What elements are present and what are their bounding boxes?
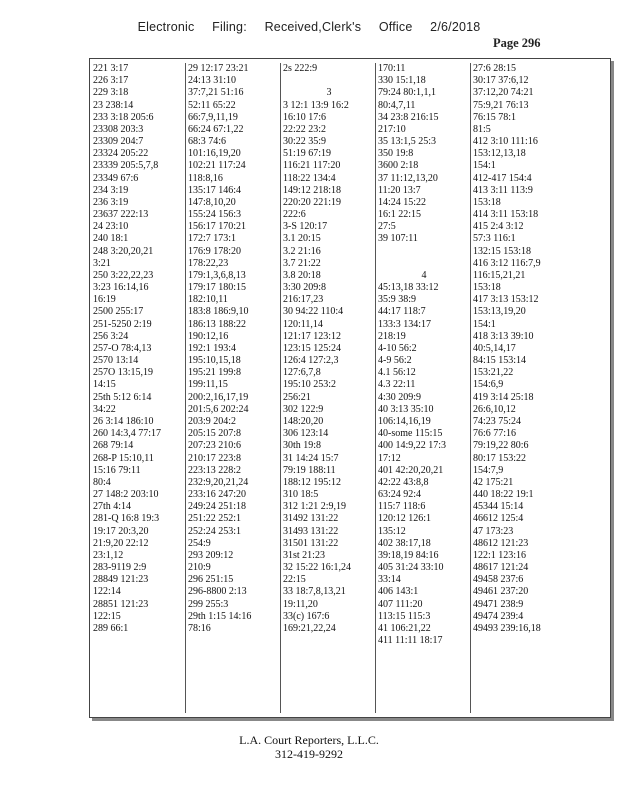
index-entry: 15:16 79:11 — [93, 464, 141, 476]
index-entry: 249:24 251:18 — [188, 501, 247, 513]
index-entry: 40-some 115:15 — [378, 428, 443, 440]
index-entry: 23339 205:5,7,8 — [93, 160, 159, 172]
index-entry: 182:10,11 — [188, 294, 228, 306]
index-entry: 283-9119 2:9 — [93, 562, 147, 574]
index-entry: 52:11 65:22 — [188, 99, 236, 111]
index-entry: 75:9,21 76:13 — [473, 99, 529, 111]
page-number: Page 296 — [493, 36, 541, 50]
index-column-4 — [378, 63, 471, 713]
index-entry: 405 31:24 33:10 — [378, 562, 444, 574]
index-entry: 41 106:21,22 — [378, 622, 431, 634]
index-entry: 29 12:17 23:21 — [188, 63, 249, 74]
index-entry: 39 107:11 — [378, 233, 418, 245]
index-entry: 188:12 195:12 — [283, 476, 342, 488]
index-entry: 121:17 123:12 — [283, 330, 342, 342]
index-entry: 154:1 — [473, 318, 496, 330]
index-entry: 414 3:11 153:18 — [473, 209, 539, 221]
index-entry: 101:16,19,20 — [188, 148, 241, 160]
index-entry: 205:15 207:8 — [188, 428, 242, 440]
index-entry: 299 255:3 — [188, 598, 229, 610]
index-entry: 186:13 188:22 — [188, 318, 247, 330]
index-entry: 417 3:13 153:12 — [473, 294, 539, 306]
index-entry: 3.7 21:22 — [283, 257, 321, 269]
index-entry: 22:15 — [283, 574, 306, 586]
index-entry: 45:13,18 33:12 — [378, 282, 439, 294]
index-entry: 406 143:1 — [378, 586, 419, 598]
index-entry: 63:24 92:4 — [378, 489, 422, 501]
index-entry: 126:4 127:2,3 — [283, 355, 339, 367]
index-entry: 411 11:11 18:17 — [378, 635, 443, 647]
index-entry: 26:6,10,12 — [473, 403, 516, 415]
index-entry: 306 123:14 — [283, 428, 329, 440]
index-entry: 27th 4:14 — [93, 501, 132, 513]
index-entry: 200:2,16,17,19 — [188, 391, 249, 403]
index-entry: 37:7,21 51:16 — [188, 87, 244, 99]
index-entry — [378, 258, 470, 270]
index-entry: 23324 205:22 — [93, 148, 149, 160]
index-entry: 28851 121:23 — [93, 598, 149, 610]
index-entry: 135:12 — [378, 525, 406, 537]
index-entry: 22:22 23:2 — [283, 123, 327, 135]
index-entry: 11:20 13:7 — [378, 184, 421, 196]
index-entry: 19:11,20 — [283, 598, 318, 610]
index-entry: 66:24 67:1,22 — [188, 123, 244, 135]
index-entry: 199:11,15 — [188, 379, 228, 391]
index-entry: 35 13:1,5 25:3 — [378, 136, 437, 148]
index-entry: 251-5250 2:19 — [93, 318, 152, 330]
index-entry: 216:17,23 — [283, 294, 324, 306]
index-entry: 19:17 20:3,20 — [93, 525, 149, 537]
index-entry: 250 3:22,22,23 — [93, 269, 154, 281]
index-entry: 23309 204:7 — [93, 136, 144, 148]
index-entry: 3-S 120:17 — [283, 221, 328, 233]
index-entry: 4-9 56:2 — [378, 355, 412, 367]
index-entry: 233 3:18 205:6 — [93, 111, 154, 123]
index-entry: 28849 121:23 — [93, 574, 149, 586]
index-entry: 106:14,16,19 — [378, 415, 431, 427]
index-entry: 47 173:23 — [473, 525, 514, 537]
index-entry: 183:8 186:9,10 — [188, 306, 249, 318]
index-entry: 78:16 — [188, 622, 211, 634]
index-column-3 — [283, 63, 376, 713]
index-entry: 207:23 210:6 — [188, 440, 242, 452]
index-entry: 80:4 — [93, 476, 111, 488]
index-entry: 48617 121:24 — [473, 562, 529, 574]
index-entry: 46612 125:4 — [473, 513, 524, 525]
index-entry: 254:9 — [188, 537, 211, 549]
index-entry: 415 2:4 3:12 — [473, 221, 524, 233]
index-entry: 2500 255:17 — [93, 306, 144, 318]
index-entry: 44:17 118:7 — [378, 306, 426, 318]
index-entry: 24:13 31:10 — [188, 75, 237, 87]
index-entry: 23:1,12 — [93, 549, 124, 561]
index-entry: 39:18,19 84:16 — [378, 549, 439, 561]
index-entry: 4.1 56:12 — [378, 367, 416, 379]
index-entry: 179:1,3,6,8,13 — [188, 269, 246, 281]
index-entry: 21:9,20 22:12 — [93, 537, 149, 549]
index-entry: 27:6 28:15 — [473, 63, 517, 74]
index-entry: 113:15 115:3 — [378, 610, 431, 622]
index-entry: 33:14 — [378, 574, 401, 586]
index-entry: 122:14 — [93, 586, 121, 598]
index-entry: 289 66:1 — [93, 622, 129, 634]
index-entry: 30:22 35:9 — [283, 136, 327, 148]
index-entry: 293 209:12 — [188, 549, 234, 561]
index-entry: 257O 13:15,19 — [93, 367, 153, 379]
header-source: Electronic — [137, 20, 195, 34]
index-entry: 176:9 178:20 — [188, 245, 242, 257]
index-entry: 74:23 75:24 — [473, 415, 522, 427]
index-entry: 120:11,14 — [283, 318, 323, 330]
index-entry: 226 3:17 — [93, 75, 129, 87]
index-entry: 31492 131:22 — [283, 513, 339, 525]
index-entry: 201:5,6 202:24 — [188, 403, 249, 415]
index-entry: 210:9 — [188, 562, 211, 574]
index-entry: 23308 203:3 — [93, 123, 144, 135]
index-entry: 401 42:20,20,21 — [378, 464, 444, 476]
index-entry: 49461 237:20 — [473, 586, 529, 598]
index-entry: 3.2 21:16 — [283, 245, 321, 257]
index-entry: 24 23:10 — [93, 221, 129, 233]
index-entry: 80:4,7,11 — [378, 99, 416, 111]
index-entry: 17:12 — [378, 452, 401, 464]
index-entry: 34:22 — [93, 403, 116, 415]
index-entry: 179:17 180:15 — [188, 282, 247, 294]
index-column-2 — [188, 63, 281, 713]
index-entry: 30th 19:8 — [283, 440, 322, 452]
header-office: Office — [378, 20, 413, 34]
index-entry: 133:3 134:17 — [378, 318, 432, 330]
index-entry: 312 1:21 2:9,19 — [283, 501, 347, 513]
index-entry: 416 3:12 116:7,9 — [473, 257, 541, 269]
index-entry: 31493 131:22 — [283, 525, 339, 537]
index-entry: 115:7 118:6 — [378, 501, 426, 513]
index-entry — [378, 246, 470, 258]
index-entry: 4.3 22:11 — [378, 379, 416, 391]
header-filing: Filing: — [212, 20, 247, 34]
index-entry: 49474 239:4 — [473, 610, 524, 622]
index-entry: 330 15:1,18 — [378, 75, 426, 87]
index-entry: 218:19 — [378, 330, 406, 342]
index-entry: 76:15 78:1 — [473, 111, 517, 123]
index-entry: 153:18 — [473, 282, 501, 294]
index-entry: 281-Q 16:8 19:3 — [93, 513, 160, 525]
index-entry: 16:19 — [93, 294, 116, 306]
index-entry: 203:9 204:2 — [188, 415, 237, 427]
index-entry: 40:5,14,17 — [473, 342, 516, 354]
index-entry: 195:10 253:2 — [283, 379, 337, 391]
index-entry: 3:23 16:14,16 — [93, 282, 149, 294]
index-entry: 154:1 — [473, 160, 496, 172]
index-entry: 102:21 117:24 — [188, 160, 246, 172]
index-entry: 233:16 247:20 — [188, 489, 247, 501]
index-entry: 23 238:14 — [93, 99, 134, 111]
index-entry: 25th 5:12 6:14 — [93, 391, 152, 403]
index-entry: 27:5 — [378, 221, 396, 233]
index-entry: 407 111:20 — [378, 598, 423, 610]
index-entry: 79:19 188:11 — [283, 464, 336, 476]
index-entry: 37:12,20 74:21 — [473, 87, 534, 99]
index-entry: 154:7,9 — [473, 464, 504, 476]
index-entry: 268 79:14 — [93, 440, 134, 452]
index-column-1 — [93, 63, 186, 713]
index-entry: 302 122:9 — [283, 403, 324, 415]
index-entry: 45344 15:14 — [473, 501, 524, 513]
index-entry: 3.8 20:18 — [283, 269, 321, 281]
index-entry: 57:3 116:1 — [473, 233, 516, 245]
index-entry: 217:10 — [378, 123, 406, 135]
index-entry: 122:1 123:16 — [473, 549, 527, 561]
index-entry: 413 3:11 113:9 — [473, 184, 533, 196]
index-entry: 127:6,7,8 — [283, 367, 321, 379]
index-entry: 14:15 — [93, 379, 116, 391]
index-entry: 172:7 173:1 — [188, 233, 237, 245]
index-entry: 29th 1:15 14:16 — [188, 610, 252, 622]
index-entry: 122:15 — [93, 610, 121, 622]
index-entry: 153:18 — [473, 196, 501, 208]
index-entry: 190:12,16 — [188, 330, 229, 342]
index-box — [89, 58, 611, 718]
index-entry: 232:9,20,21,24 — [188, 476, 249, 488]
index-entry: 400 14:9,22 17:3 — [378, 440, 447, 452]
index-entry: 195:21 199:8 — [188, 367, 242, 379]
index-entry: 118:22 134:4 — [283, 172, 336, 184]
index-entry: 170:11 — [378, 63, 406, 74]
index-entry: 260 14:3,4 77:17 — [93, 428, 162, 440]
index-entry: 116:15,21,21 — [473, 269, 526, 281]
index-entry: 147:8,10,20 — [188, 196, 236, 208]
index-entry: 66:7,9,11,19 — [188, 111, 238, 123]
index-entry: 51:19 67:19 — [283, 148, 332, 160]
index-column-5 — [473, 63, 608, 713]
index-entry: 418 3:13 39:10 — [473, 330, 534, 342]
index-entry: 412-417 154:4 — [473, 172, 532, 184]
index-entry — [283, 75, 375, 87]
index-entry: 76:6 77:16 — [473, 428, 517, 440]
index-entry: 234 3:19 — [93, 184, 129, 196]
index-entry: 3600 2:18 — [378, 160, 419, 172]
index-entry: 153:21,22 — [473, 367, 514, 379]
index-entry: 419 3:14 25:18 — [473, 391, 534, 403]
index-entry: 132:15 153:18 — [473, 245, 532, 257]
index-entry: 169:21,22,24 — [283, 622, 336, 634]
filing-header — [0, 20, 618, 34]
index-entry: 42 175:21 — [473, 476, 514, 488]
index-entry: 192:1 193:4 — [188, 342, 237, 354]
index-entry: 79:19,22 80:6 — [473, 440, 529, 452]
index-entry: 153:12,13,18 — [473, 148, 526, 160]
index-entry: 4:30 209:9 — [378, 391, 422, 403]
index-entry: 68:3 74:6 — [188, 136, 227, 148]
section-letter: 3 — [326, 87, 332, 99]
index-entry: 123:15 125:24 — [283, 342, 342, 354]
index-entry: 16:1 22:15 — [378, 209, 422, 221]
header-date: 2/6/2018 — [430, 20, 481, 34]
index-entry: 49471 238:9 — [473, 598, 524, 610]
index-entry: 42:22 43:8,8 — [378, 476, 429, 488]
index-entry: 153:13,19,20 — [473, 306, 526, 318]
index-entry: 2570 13:14 — [93, 355, 139, 367]
index-entry: 31 14:24 15:7 — [283, 452, 339, 464]
index-entry: 296 251:15 — [188, 574, 234, 586]
index-entry: 149:12 218:18 — [283, 184, 342, 196]
index-entry: 40 3:13 35:10 — [378, 403, 434, 415]
index-entry: 251:22 252:1 — [188, 513, 242, 525]
index-entry: 33(c) 167:6 — [283, 610, 330, 622]
index-entry: 221 3:17 — [93, 63, 129, 74]
index-entry: 248 3:20,20,21 — [93, 245, 154, 257]
index-entry: 195:10,15,18 — [188, 355, 241, 367]
index-entry: 3:30 209:8 — [283, 282, 327, 294]
index-entry: 210:17 223:8 — [188, 452, 242, 464]
index-entry: 31501 131:22 — [283, 537, 339, 549]
index-entry: 296-8800 2:13 — [188, 586, 247, 598]
index-entry: 23349 67:6 — [93, 172, 139, 184]
index-entry: 118:8,16 — [188, 172, 223, 184]
index-entry: 229 3:18 — [93, 87, 129, 99]
index-entry: 14:24 15:22 — [378, 196, 427, 208]
index-entry: 48612 121:23 — [473, 537, 529, 549]
index-entry: 30:17 37:6,12 — [473, 75, 529, 87]
index-entry: 27 148:2 203:10 — [93, 489, 159, 501]
index-entry: 26 3:14 186:10 — [93, 415, 154, 427]
index-entry: 31st 21:23 — [283, 549, 325, 561]
section-letter: 4 — [421, 269, 427, 281]
index-entry: 220:20 221:19 — [283, 196, 342, 208]
index-entry: 49493 239:16,18 — [473, 622, 541, 634]
index-entry: 35:9 38:9 — [378, 294, 417, 306]
index-entry: 3.1 20:15 — [283, 233, 321, 245]
index-entry: 49458 237:6 — [473, 574, 524, 586]
index-entry: 84:15 153:14 — [473, 355, 527, 367]
index-entry: 412 3:10 111:16 — [473, 136, 538, 148]
index-entry: 120:12 126:1 — [378, 513, 432, 525]
index-entry: 135:17 146:4 — [188, 184, 242, 196]
index-entry: 240 18:1 — [93, 233, 129, 245]
index-entry: 440 18:22 19:1 — [473, 489, 534, 501]
index-entry: 310 18:5 — [283, 489, 319, 501]
index-entry: 3 12:1 13:9 16:2 — [283, 99, 349, 111]
index-entry: 222:6 — [283, 209, 306, 221]
index-entry: 155:24 156:3 — [188, 209, 242, 221]
index-entry: 3:21 — [93, 257, 111, 269]
index-entry: 16:10 17:6 — [283, 111, 327, 123]
index-entry: 81:5 — [473, 123, 491, 135]
index-entry: 4-10 56:2 — [378, 342, 417, 354]
index-entry: 32 15:22 16:1,24 — [283, 562, 352, 574]
index-entry: 257-O 78:4,13 — [93, 342, 152, 354]
index-entry: 23637 222:13 — [93, 209, 149, 221]
footer-phone: 312-419-9292 — [275, 747, 343, 761]
index-entry: 256:21 — [283, 391, 311, 403]
index-entry: 34 23:8 216:15 — [378, 111, 439, 123]
index-entry: 256 3:24 — [93, 330, 129, 342]
index-entry: 33 18:7,8,13,21 — [283, 586, 346, 598]
index-entry: 148:20,20 — [283, 415, 324, 427]
index-entry: 156:17 170:21 — [188, 221, 247, 233]
footer-company: L.A. Court Reporters, L.L.C. — [239, 733, 379, 747]
index-entry: 252:24 253:1 — [188, 525, 242, 537]
header-received: Received,Clerk's — [264, 20, 362, 34]
index-entry: 236 3:19 — [93, 196, 129, 208]
index-entry: 350 19:8 — [378, 148, 414, 160]
index-entry: 37 11:12,13,20 — [378, 172, 438, 184]
index-entry: 79:24 80:1,1,1 — [378, 87, 437, 99]
page-footer — [0, 733, 618, 761]
index-entry: 116:21 117:20 — [283, 160, 341, 172]
index-entry: 80:17 153:22 — [473, 452, 527, 464]
index-entry: 178:22,23 — [188, 257, 229, 269]
index-entry: 2s 222:9 — [283, 63, 318, 74]
index-entry: 268-P 15:10,11 — [93, 452, 154, 464]
index-entry: 402 38:17,18 — [378, 537, 431, 549]
index-entry: 154:6,9 — [473, 379, 504, 391]
index-entry: 30 94:22 110:4 — [283, 306, 344, 318]
index-entry: 223:13 228:2 — [188, 464, 242, 476]
